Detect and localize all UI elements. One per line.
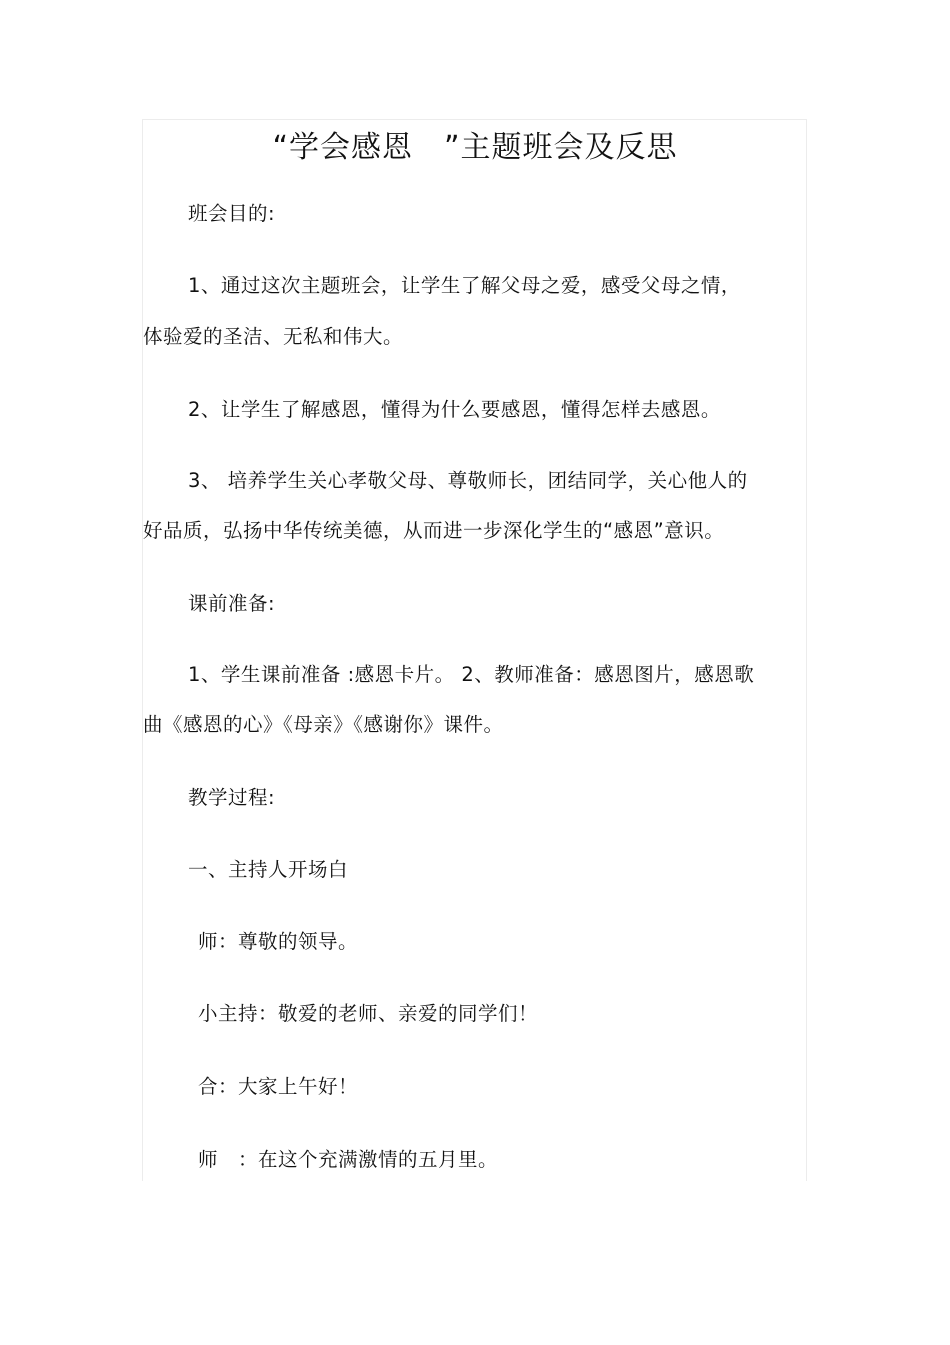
paragraph-line: 好品质，弘扬中华传统美德，从而进一步深化学生的“感恩”意识。 (143, 519, 725, 542)
section-heading-purpose: 班会目的: (188, 202, 276, 225)
document-title: “学会感恩 ”主题班会及反思 (272, 130, 678, 165)
paragraph-line: 1、通过这次主题班会，让学生了解父母之爱，感受父母之情， (188, 274, 741, 297)
paragraph-line: 2、让学生了解感恩，懂得为什么要感恩，懂得怎样去感恩。 (188, 398, 721, 421)
dialogue-line: 小主持：敬爱的老师、亲爱的同学们！ (198, 1002, 539, 1025)
section-heading-preparation: 课前准备: (188, 592, 276, 615)
section-heading-opening: 一、主持人开场白 (188, 858, 349, 881)
paragraph-line: 3、 培养学生关心孝敬父母、尊敬师长，团结同学，关心他人的 (188, 469, 748, 492)
paragraph-line: 1、学生课前准备 :感恩卡片。 2、教师准备：感恩图片，感恩歌 (188, 663, 755, 686)
paragraph-line: 曲《感恩的心》《母亲》《感谢你》课件。 (143, 713, 504, 736)
dialogue-line: 合：大家上午好！ (198, 1075, 359, 1098)
dialogue-line: 师：尊敬的领导。 (198, 930, 359, 953)
section-heading-process: 教学过程: (188, 786, 276, 809)
dialogue-line: 师 ：在这个充满激情的五月里。 (198, 1148, 499, 1171)
paragraph-line: 体验爱的圣洁、无私和伟大。 (143, 325, 404, 348)
